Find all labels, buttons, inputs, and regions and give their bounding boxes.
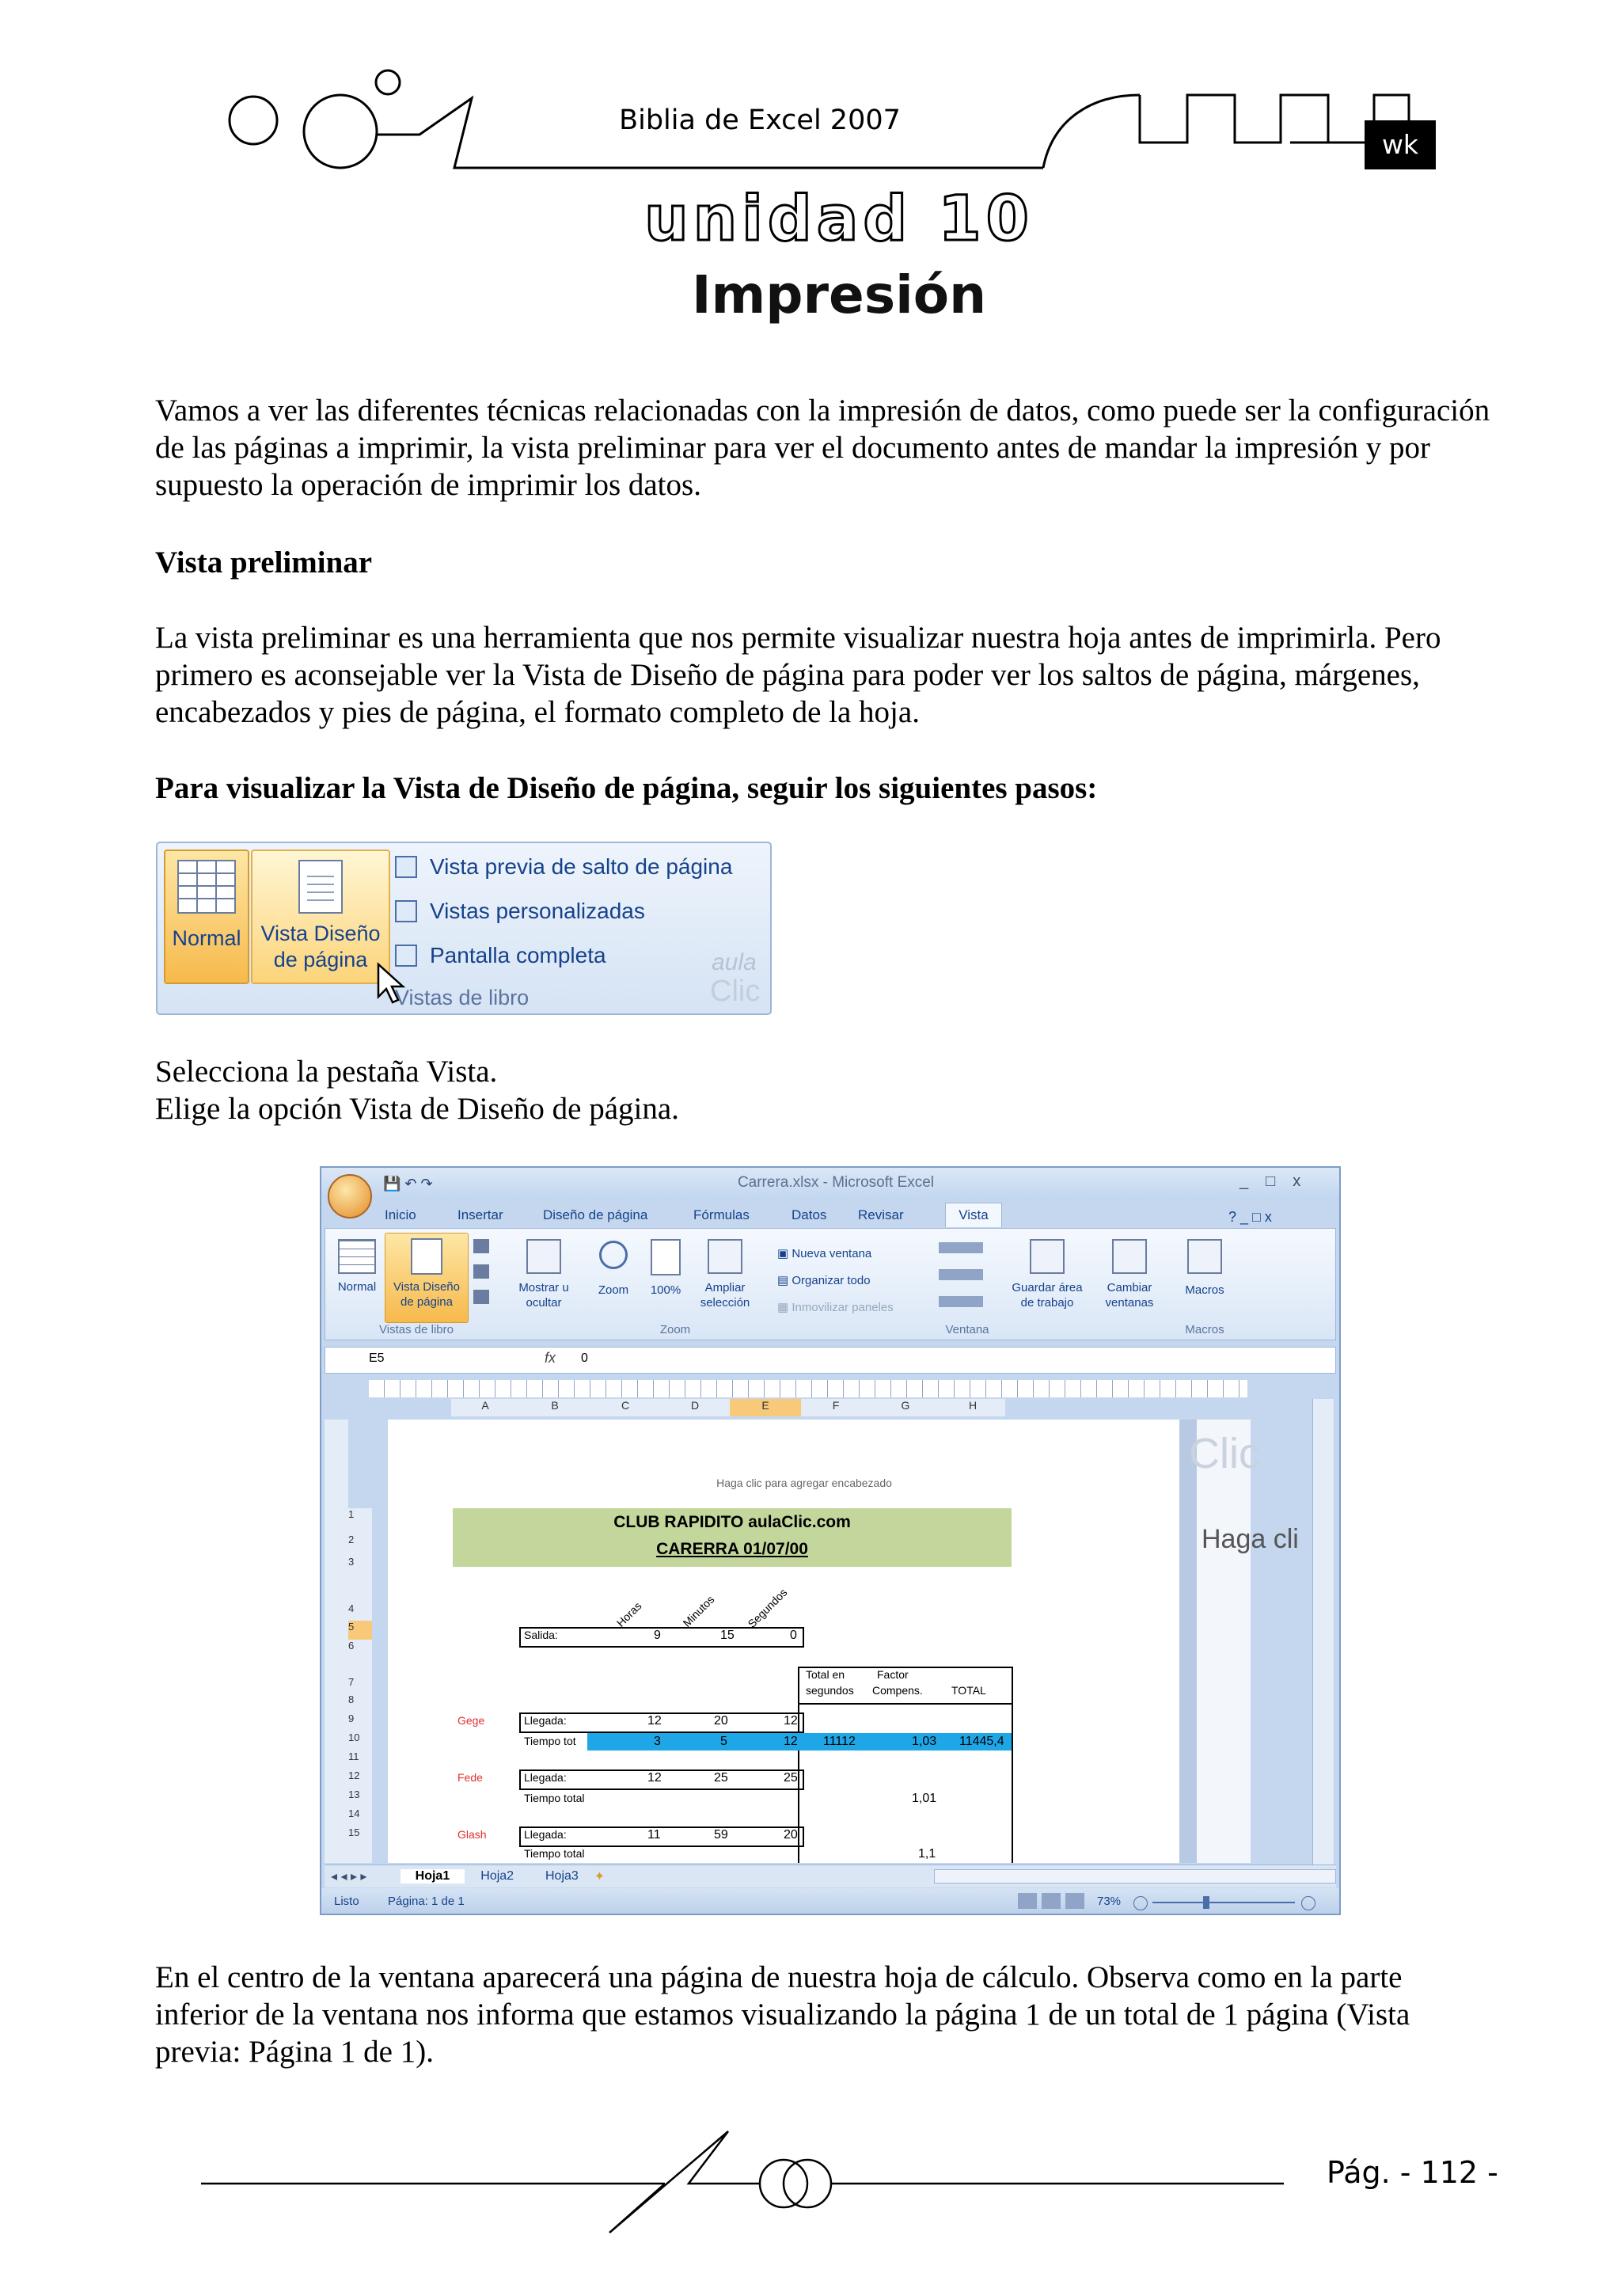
fede-llegada-m: 25 bbox=[714, 1771, 728, 1785]
total-seg-1: Total en bbox=[806, 1668, 845, 1681]
tab-datos[interactable]: Datos bbox=[792, 1207, 827, 1222]
rb-small-view-icons[interactable] bbox=[473, 1239, 489, 1310]
custom-views-icon bbox=[395, 900, 417, 922]
full-screen-button[interactable]: Pantalla completa bbox=[395, 943, 606, 968]
factor-2: Compens. bbox=[872, 1684, 923, 1697]
freeze-panes-button[interactable]: ▦ Inmovilizar paneles bbox=[777, 1301, 894, 1314]
tab-insertar[interactable]: Insertar bbox=[457, 1207, 503, 1222]
glash-llegada-label: Llegada: bbox=[524, 1828, 567, 1841]
sheet-title-2: CARERRA 01/07/00 bbox=[656, 1540, 808, 1558]
sheet-tab-hoja3[interactable]: Hoja3 bbox=[545, 1869, 579, 1883]
fede-llegada-h: 12 bbox=[647, 1771, 662, 1785]
total-header: TOTAL bbox=[951, 1684, 986, 1697]
sheet-title-1: CLUB RAPIDITO aulaClic.com bbox=[613, 1513, 851, 1531]
section-heading: Vista preliminar bbox=[155, 545, 373, 580]
col-h[interactable]: H bbox=[940, 1399, 1005, 1416]
page-icon bbox=[293, 859, 348, 914]
zoom-track bbox=[1152, 1902, 1295, 1903]
ribbon-tabs bbox=[385, 1207, 1018, 1230]
quick-access-toolbar[interactable]: 💾 ↶ ↷ bbox=[383, 1176, 433, 1192]
closing-paragraph: En el centro de la ventana aparecerá una página de nuestra hoja de cálculo. Observa como en la parte inferior de la ventana nos informa que estamos visualizando la página 1 de un total de 1 página (Vista previa: Página 1 de 1). bbox=[155, 1960, 1410, 2069]
row-headers bbox=[348, 1508, 372, 1863]
watermark-aula: aula bbox=[712, 949, 757, 975]
group-macros-label: Macros bbox=[1185, 1323, 1224, 1336]
status-ready: Listo bbox=[334, 1895, 359, 1908]
row-11[interactable]: 11 bbox=[348, 1751, 359, 1762]
tab-diseno[interactable]: Diseño de página bbox=[543, 1207, 648, 1222]
runner-fede: Fede bbox=[457, 1771, 483, 1784]
label-segundos: Segundos bbox=[745, 1586, 790, 1630]
magnifier-icon bbox=[599, 1241, 628, 1269]
row-14[interactable]: 14 bbox=[348, 1808, 360, 1819]
zoom-slider[interactable] bbox=[1133, 1896, 1315, 1909]
glash-llegada-s: 20 bbox=[784, 1828, 798, 1842]
header-badge: wk bbox=[1365, 120, 1436, 169]
watermark-clic: Clic bbox=[710, 975, 761, 1008]
zoom-selection-icon bbox=[708, 1239, 742, 1274]
salida-horas: 9 bbox=[654, 1629, 661, 1642]
normal-grid-icon bbox=[338, 1239, 376, 1274]
vertical-ruler bbox=[325, 1420, 348, 1863]
view-buttons[interactable] bbox=[1018, 1893, 1084, 1909]
col-b[interactable]: B bbox=[519, 1399, 590, 1416]
rb-macros-button[interactable]: Macros bbox=[1176, 1236, 1233, 1297]
help-icon[interactable]: ? _ □ x bbox=[1228, 1209, 1272, 1225]
rb-save-workspace-button[interactable]: Guardar área de trabajo bbox=[1004, 1236, 1091, 1310]
gege-tiempo-label: Tiempo tot bbox=[524, 1735, 576, 1747]
gege-tt-h: 3 bbox=[654, 1735, 661, 1748]
next-page-sheet bbox=[1197, 1420, 1251, 1863]
gege-segundos: 11112 bbox=[823, 1735, 856, 1748]
fede-factor: 1,01 bbox=[912, 1792, 937, 1805]
fede-llegada-label: Llegada: bbox=[524, 1771, 567, 1784]
arrange-all-button[interactable]: ▤ Organizar todo bbox=[777, 1274, 871, 1287]
row-2[interactable]: 2 bbox=[348, 1534, 355, 1545]
fede-tiempo-label: Tiempo total bbox=[524, 1792, 585, 1804]
row-6[interactable]: 6 bbox=[348, 1640, 355, 1652]
macros-icon bbox=[1187, 1239, 1222, 1274]
gege-factor: 1,03 bbox=[912, 1735, 937, 1748]
runner-gege: Gege bbox=[457, 1714, 485, 1727]
salida-minutos: 15 bbox=[720, 1629, 735, 1642]
row-3[interactable]: 3 bbox=[348, 1556, 355, 1568]
zoom-level: 73% bbox=[1097, 1895, 1122, 1908]
gege-tt-s: 12 bbox=[784, 1735, 798, 1748]
row-9[interactable]: 9 bbox=[348, 1712, 355, 1724]
row-8[interactable]: 8 bbox=[348, 1693, 355, 1705]
zoom-thumb[interactable] bbox=[1203, 1896, 1209, 1909]
row-12[interactable]: 12 bbox=[348, 1770, 360, 1781]
step-1: Selecciona la pestaña Vista. bbox=[155, 1055, 498, 1089]
normal-view-button[interactable] bbox=[164, 850, 249, 984]
glash-llegada-m: 59 bbox=[714, 1828, 728, 1842]
page-layout-label-1: Vista Diseño bbox=[260, 922, 381, 945]
vertical-scrollbar[interactable] bbox=[1312, 1399, 1334, 1865]
glash-tiempo-label: Tiempo total bbox=[524, 1847, 585, 1860]
office-button[interactable] bbox=[328, 1174, 372, 1218]
rb-show-hide-button[interactable]: Mostrar u ocultar bbox=[508, 1236, 579, 1310]
row-1[interactable]: 1 bbox=[348, 1508, 355, 1520]
runner-glash: Glash bbox=[457, 1828, 487, 1841]
row-10[interactable]: 10 bbox=[348, 1732, 360, 1743]
zoom100-icon bbox=[651, 1239, 681, 1275]
page-layout-button[interactable] bbox=[251, 850, 390, 984]
fede-llegada-s: 25 bbox=[784, 1771, 798, 1785]
formula-input[interactable]: 0 bbox=[581, 1351, 588, 1365]
unit-title: unidad 10 bbox=[644, 184, 1034, 255]
row-7[interactable]: 7 bbox=[348, 1676, 355, 1688]
steps-heading: Para visualizar la Vista de Diseño de página, seguir los siguientes pasos: bbox=[155, 771, 1098, 805]
status-page: Página: 1 de 1 bbox=[388, 1895, 465, 1908]
full-screen-icon bbox=[395, 945, 417, 967]
tab-inicio[interactable]: Inicio bbox=[385, 1207, 416, 1222]
book-title: Biblia de Excel 2007 bbox=[619, 105, 901, 136]
custom-views-button[interactable]: Vistas personalizadas bbox=[395, 899, 645, 924]
sheet-nav-icon[interactable]: ◂ ◂ ▸ ▸ bbox=[331, 1870, 367, 1884]
gege-total: 11445,4 bbox=[959, 1735, 1004, 1748]
window-controls[interactable]: _□x bbox=[1239, 1173, 1319, 1190]
rb-zoom-selection-button[interactable]: Ampliar selección bbox=[692, 1236, 758, 1310]
new-window-button[interactable]: ▣ Nueva ventana bbox=[777, 1247, 872, 1260]
row-13[interactable]: 13 bbox=[348, 1789, 360, 1800]
rb-window-small-icons[interactable] bbox=[939, 1242, 983, 1309]
salida-segundos[interactable]: 0 bbox=[790, 1629, 797, 1642]
salida-label: Salida: bbox=[524, 1629, 558, 1641]
save-workspace-icon bbox=[1030, 1239, 1065, 1274]
formula-bar bbox=[325, 1347, 1336, 1374]
rb-window-list bbox=[777, 1241, 894, 1321]
normal-label: Normal bbox=[172, 926, 241, 950]
label-minutos: Minutos bbox=[680, 1593, 717, 1629]
page-layout-label-2: de página bbox=[273, 948, 368, 971]
results-column-borders bbox=[798, 1701, 1013, 1863]
factor-1: Factor bbox=[877, 1668, 909, 1681]
gege-llegada-m: 20 bbox=[714, 1714, 728, 1728]
zoom-out-icon[interactable] bbox=[1133, 1896, 1148, 1910]
total-seg-2: segundos bbox=[806, 1684, 854, 1697]
group-label: Vistas de libro bbox=[395, 986, 530, 1009]
ribbon-snippet bbox=[156, 842, 772, 1015]
horizontal-scrollbar[interactable] bbox=[934, 1869, 1336, 1884]
page-number: Pág. - 112 - bbox=[1327, 2155, 1498, 2190]
col-c[interactable]: C bbox=[590, 1399, 660, 1416]
next-page-hint: Haga cli bbox=[1202, 1524, 1299, 1554]
row-15[interactable]: 15 bbox=[348, 1827, 360, 1838]
row-4[interactable]: 4 bbox=[348, 1602, 355, 1614]
gege-llegada-s: 12 bbox=[784, 1714, 798, 1728]
insert-sheet-icon[interactable]: ✦ bbox=[594, 1870, 606, 1884]
col-a[interactable]: A bbox=[451, 1399, 519, 1416]
page-break-icon bbox=[395, 856, 417, 878]
row-5[interactable]: 5 bbox=[348, 1621, 372, 1640]
gege-selection-range bbox=[587, 1733, 1012, 1751]
rb-zoom-button[interactable]: Zoom bbox=[587, 1236, 640, 1297]
grid-icon bbox=[177, 859, 237, 914]
col-g[interactable]: G bbox=[871, 1399, 940, 1416]
tab-vista[interactable]: Vista bbox=[945, 1203, 1002, 1227]
gege-tt-m: 5 bbox=[720, 1735, 727, 1748]
tab-revisar[interactable]: Revisar bbox=[858, 1207, 904, 1222]
group-views-label: Vistas de libro bbox=[379, 1323, 454, 1336]
column-headers bbox=[451, 1399, 1005, 1416]
group-zoom-label: Zoom bbox=[659, 1323, 691, 1336]
excel-window bbox=[320, 1166, 1341, 1915]
name-box[interactable]: E5 bbox=[369, 1351, 385, 1365]
col-d[interactable]: D bbox=[660, 1399, 730, 1416]
tab-formulas[interactable]: Fórmulas bbox=[693, 1207, 750, 1222]
chapter-title: Impresión bbox=[691, 264, 987, 325]
page-layout-icon bbox=[411, 1238, 442, 1275]
switch-windows-icon bbox=[1112, 1239, 1147, 1274]
fx-icon[interactable]: fx bbox=[545, 1350, 556, 1366]
sheet-tabs-bar bbox=[325, 1865, 1336, 1887]
page-break-preview-button[interactable]: Vista previa de salto de página bbox=[395, 854, 732, 880]
rb-zoom100-button[interactable]: 100% bbox=[641, 1236, 690, 1297]
glash-llegada-h: 11 bbox=[647, 1828, 661, 1842]
intro-paragraph: Vamos a ver las diferentes técnicas relacionadas con la impresión de datos, como puede ser la configuración de las páginas a imprimir, la vista preliminar para ver el documento antes de mandar la impresión y por supuesto la operación de imprimir los datos. bbox=[155, 393, 1490, 502]
col-e[interactable]: E bbox=[730, 1399, 801, 1416]
watermark-clic-2: Clic bbox=[1189, 1430, 1260, 1477]
rb-normal-button[interactable]: Normal bbox=[332, 1236, 382, 1315]
show-hide-icon bbox=[526, 1239, 561, 1274]
col-f[interactable]: F bbox=[801, 1399, 871, 1416]
group-window-label: Ventana bbox=[945, 1323, 989, 1336]
step-2: Elige la opción Vista de Diseño de página. bbox=[155, 1092, 679, 1126]
header-hint[interactable]: Haga clic para agregar encabezado bbox=[716, 1477, 892, 1489]
window-title: Carrera.xlsx - Microsoft Excel bbox=[737, 1174, 935, 1191]
rb-switch-windows-button[interactable]: Cambiar ventanas bbox=[1094, 1236, 1165, 1310]
gege-llegada-label: Llegada: bbox=[524, 1714, 567, 1727]
rb-page-layout-button[interactable]: Vista Diseño de página bbox=[385, 1233, 469, 1323]
label-horas: Horas bbox=[613, 1599, 644, 1629]
section-paragraph: La vista preliminar es una herramienta que nos permite visualizar nuestra hoja antes de imprimirla. Pero primero es aconsejable ver la Vista de Diseño de página para poder ver los saltos de página, márgenes, encabezados y pies de página, el formato completo de la hoja. bbox=[155, 621, 1441, 729]
sheet-tab-hoja1[interactable]: Hoja1 bbox=[401, 1869, 465, 1884]
horizontal-ruler bbox=[369, 1380, 1247, 1397]
salida-box bbox=[519, 1627, 804, 1648]
sheet-tab-hoja2[interactable]: Hoja2 bbox=[480, 1869, 514, 1883]
zoom-in-icon[interactable] bbox=[1301, 1896, 1315, 1910]
gege-llegada-h: 12 bbox=[647, 1714, 662, 1728]
glash-factor: 1,1 bbox=[918, 1847, 936, 1861]
